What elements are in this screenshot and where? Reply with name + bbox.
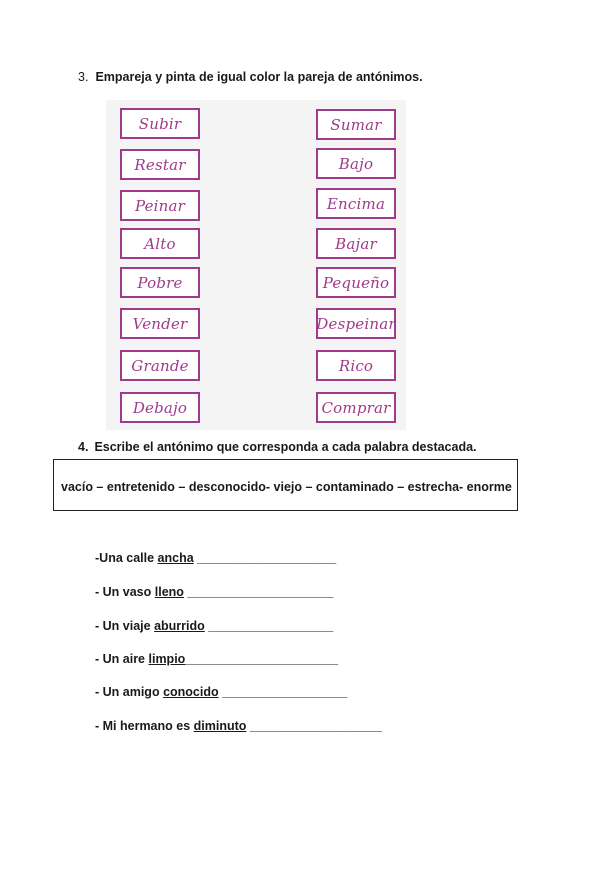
exercise-line-5 (95, 685, 347, 699)
highlighted-word: lleno (154, 585, 184, 599)
answer-blank[interactable]: __________________ (218, 685, 348, 699)
answer-blank[interactable]: ___________________ (246, 719, 382, 733)
question-4-instruction: Escribe el antónimo que corresponda a cada palabra destacada. (94, 440, 477, 454)
exercise-line-2 (95, 585, 333, 599)
word-box-right-3[interactable]: Encima (316, 188, 396, 219)
word-box-right-1[interactable]: Sumar (316, 109, 396, 140)
word-box-left-7[interactable]: Grande (120, 350, 200, 381)
word-box-left-6[interactable]: Vender (120, 308, 200, 339)
exercise-line-4 (95, 652, 338, 666)
exercise-prefix: -Una calle (95, 551, 155, 565)
word-box-right-8[interactable]: Comprar (316, 392, 396, 423)
highlighted-word: limpio (148, 652, 186, 666)
exercise-line-3 (95, 619, 333, 633)
word-box-right-4[interactable]: Bajar (316, 228, 396, 259)
highlighted-word: conocido (163, 685, 219, 699)
answer-blank[interactable]: ____________________ (193, 551, 337, 565)
exercise-line-1 (95, 551, 336, 565)
highlighted-word: aburrido (154, 619, 205, 633)
question-3-heading (78, 70, 423, 84)
antonym-word-panel (106, 100, 406, 430)
highlighted-word: ancha (157, 551, 194, 565)
question-4-heading (78, 440, 477, 454)
answer-blank[interactable]: _____________________ (183, 585, 334, 599)
exercise-prefix: - Mi hermano es (95, 719, 191, 733)
word-box-left-1[interactable]: Subir (120, 108, 200, 139)
word-box-left-4[interactable]: Alto (120, 228, 200, 259)
word-box-left-2[interactable]: Restar (120, 149, 200, 180)
answer-blank[interactable]: ______________________ (185, 652, 339, 666)
exercise-prefix: - Un viaje (95, 619, 151, 633)
word-box-right-7[interactable]: Rico (316, 350, 396, 381)
question-3-number: 3. (78, 70, 89, 84)
word-box-right-6[interactable]: Despeinar (316, 308, 396, 339)
exercise-prefix: - Un amigo (95, 685, 160, 699)
exercise-prefix: - Un vaso (95, 585, 152, 599)
exercise-line-6 (95, 719, 382, 733)
question-3-instruction: Empareja y pinta de igual color la pareja de antónimos. (95, 70, 423, 84)
highlighted-word: diminuto (193, 719, 247, 733)
word-box-left-3[interactable]: Peinar (120, 190, 200, 221)
word-box-right-5[interactable]: Pequeño (316, 267, 396, 298)
word-bank-box (53, 459, 518, 511)
answer-blank[interactable]: __________________ (204, 619, 334, 633)
word-box-right-2[interactable]: Bajo (316, 148, 396, 179)
word-bank-text: vacío – entretenido – desconocido- viejo – contaminado – estrecha- enorme (61, 480, 512, 494)
word-box-left-8[interactable]: Debajo (120, 392, 200, 423)
exercise-prefix: - Un aire (95, 652, 146, 666)
word-box-left-5[interactable]: Pobre (120, 267, 200, 298)
question-4-number: 4. (78, 440, 89, 454)
